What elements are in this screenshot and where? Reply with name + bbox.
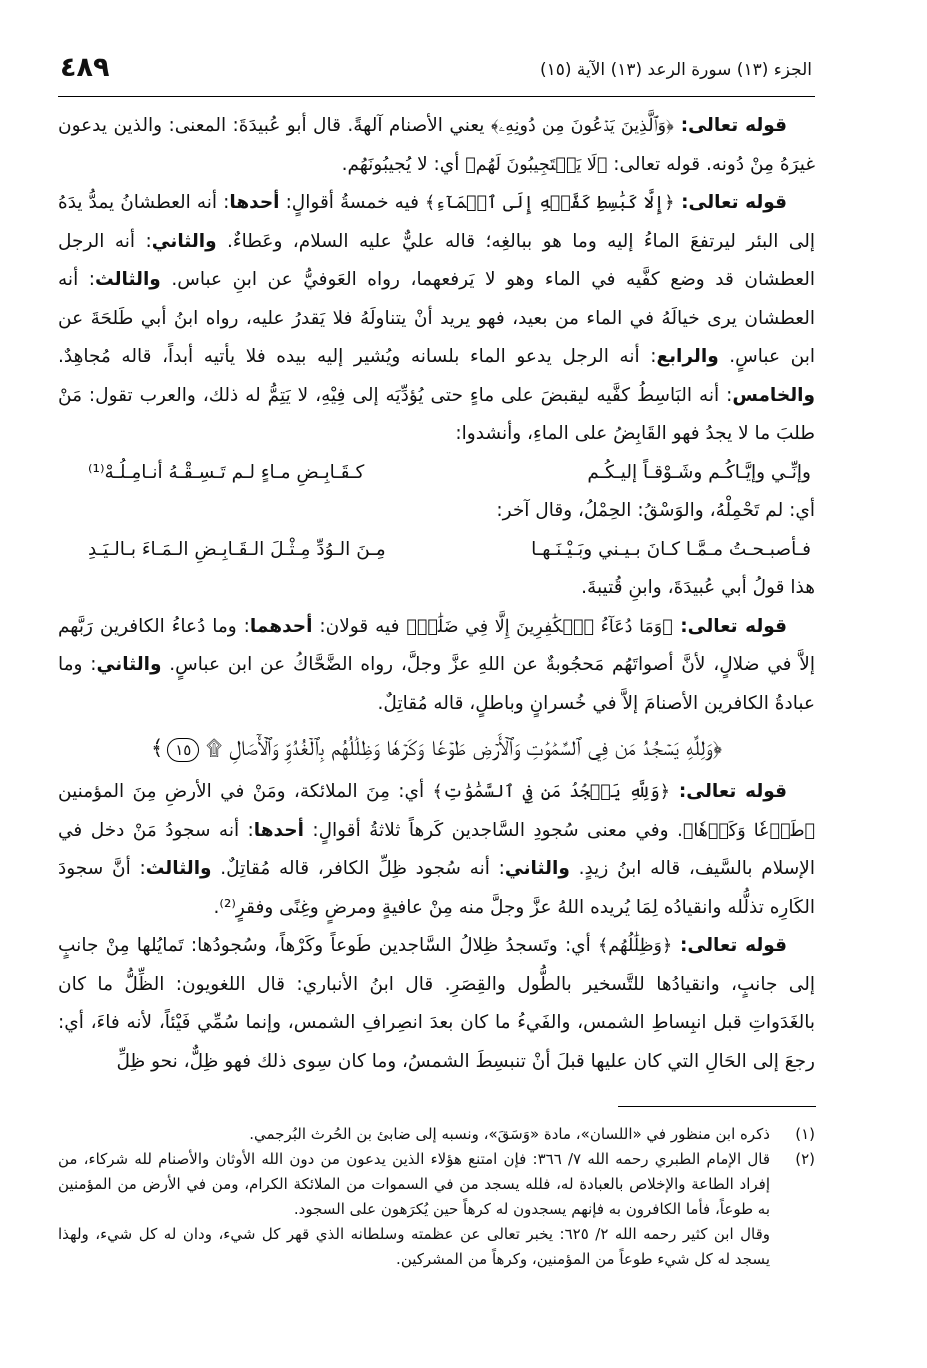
p2-text: : أنه الرجل يدعو الماء بلسانه ويُشير إليه بيده فلا يأتيه أبداً، قاله مُجاهِدٌ. bbox=[58, 346, 657, 367]
keyword: والثاني bbox=[504, 858, 570, 879]
p1-text: يعني الأصنام آلهةً. قال أبو عُبيدَةَ: المعنى: والذين يدعون غيرَهُ مِنْ دُونه. قوله تعالى: bbox=[58, 115, 815, 175]
p2-text: : أنه العطشانُ يمدُّ يدَهُ إلى البئر ليرتفعَ الماءُ إليه وما هو ببالغِه؛ قاله عليٌّ عليه السلام، وعَطاءٌ. bbox=[58, 192, 815, 252]
footnote-number: (٢) bbox=[795, 1150, 815, 1168]
p6-text: : أنه سجودُ مَنْ دخل في الإسلام بالسَّيف، قاله ابنُ زيدٍ. bbox=[58, 819, 815, 879]
footnote-2 bbox=[58, 1147, 815, 1222]
keyword: أحدهما bbox=[249, 615, 313, 637]
keyword: والثالث bbox=[145, 858, 212, 879]
paragraph-5 bbox=[58, 608, 815, 724]
p2-text: : أنه البَاسِطُ كفَّيه ليقبضَ على ماءٍ حتى يُؤدِّيَه إلى فِيْهِ، لا يَتِمُّ له ذلك، والعرب تقول: مَنْ طلبَ ما لا يجدُ فهو القَابِضُ على الماءِ، وأنشدوا: bbox=[58, 384, 815, 444]
p6-lead: قوله تعالى: bbox=[670, 781, 788, 802]
p5-text: : وما عبادةُ الكافرين الأصنامَ إلاَّ في خُسرانٍ وباطلٍ، قاله مُقاتِلٌ. bbox=[58, 654, 815, 714]
p6-text: . وفي معنى سُجودِ السَّاجدين كَرهاً ثلاثةُ أقوالٍ: bbox=[303, 819, 683, 841]
verse-second-hemistich: كـقَـابِـضِ مـاءٍ لـم تَـسِـقْـهُ أنـامِـلُـهْ⁽¹⁾ bbox=[88, 461, 365, 483]
ayah-text: ﴿وَلِلَّهِ يَسۡجُدُ مَن فِي ٱلسَّمَٰوَٰتِ وَٱلۡأَرۡضِ طَوۡعٗا وَكَرۡهٗا وَظِلَٰلُهُم بِٱلۡغُدُوِّ وَٱلۡأٓصَالِ ۩ bbox=[206, 736, 723, 760]
footnotes bbox=[58, 1122, 815, 1272]
p2-text: فيه خمسةُ أقوالٍ: bbox=[279, 192, 425, 213]
p2-lead: قوله تعالى: bbox=[674, 192, 787, 213]
p2-text: : أنه الرجل العطشان قد وضع كفَّيه في الماء وهو لا يَرفعهما، رواه العَوفيُّ عن ابنِ عباس. bbox=[58, 230, 815, 290]
page-number: ٤٨٩ bbox=[60, 52, 110, 83]
ayah-number-badge: ١٥ bbox=[167, 738, 199, 762]
footnote-divider bbox=[618, 1106, 816, 1107]
quran-quote: ﴿لَا يَسۡتَجِيبُونَ لَهُم﴾ bbox=[465, 154, 608, 175]
keyword: والثاني bbox=[151, 230, 217, 252]
keyword: والخامس bbox=[732, 384, 815, 406]
p5-lead: قوله تعالى: bbox=[672, 615, 787, 637]
p1-lead: قوله تعالى: bbox=[673, 115, 788, 136]
p6-text: : أنه سُجود ظِلِّ الكافر، قاله مُقاتِلٌ. bbox=[211, 858, 505, 879]
running-title: الجزء (١٣) سورة الرعد (١٣) الآية (١٥) bbox=[539, 60, 812, 80]
paragraph-7 bbox=[58, 927, 815, 1081]
footnote-text: ذكره ابن منظور في «اللسان»، مادة «وَسَقَ»، ونسبه إلى ضابئ بن الحُرث البُرجمي. bbox=[249, 1125, 770, 1143]
verse-second-hemistich: مِـنَ الـوُدِّ مِـثْـلَ الـقَـابِـضِ الـمَـاءَ بـالـيَـدِ bbox=[88, 538, 386, 560]
p6-text: أي: مِنَ الملائكة، ومَنْ في الأرضِ مِنَ المؤمنين bbox=[58, 781, 433, 802]
main-text bbox=[58, 107, 815, 1081]
p5-text: : وما دُعاءُ الكافرين رَبَّهم إلاَّ في ضلالٍ، لأنَّ أصواتَهُم مَحجُوبةٌ عن اللهِ عزَّ وجلَّ، رواه الضَّحَّاكُ عن ابن عباسٍ. bbox=[58, 615, 815, 675]
page-header bbox=[60, 52, 812, 96]
header-divider bbox=[58, 96, 815, 97]
paragraph-6 bbox=[58, 773, 815, 927]
p5-text: فيه قولان: bbox=[312, 615, 407, 637]
p1-text-end: أي: لا يُجيبُونَهُم. bbox=[341, 153, 466, 175]
keyword: والرابع bbox=[656, 346, 719, 367]
poetry-verse-1 bbox=[58, 454, 815, 493]
p7-lead: قوله تعالى: bbox=[672, 935, 788, 956]
quran-quote: ﴿وَٱلَّذِينَ يَدۡعُونَ مِن دُونِهِۦ﴾ bbox=[490, 116, 674, 136]
keyword: والثاني bbox=[96, 654, 162, 675]
keyword: والثالث bbox=[94, 269, 161, 290]
paragraph-2 bbox=[58, 184, 815, 454]
quran-quote: ﴿طَوۡعٗا وَكَرۡهٗا﴾ bbox=[682, 820, 815, 841]
paragraph-1 bbox=[58, 107, 815, 184]
verse-first-hemistich: وإنِّـي وإيَّـاكُـم وشَـوْقـاً إليـكُـم bbox=[587, 461, 811, 483]
paragraph-4: هذا قولُ أبي عُبيدَةَ، وابنِ قُتيبةَ. bbox=[581, 577, 815, 598]
p6-text: : أنَّ سجودَ الكَارِه تذلُّله وانقيادُه لِمَا يُريده اللهُ عزَّ وجلَّ منه مِنْ عافيةٍ ومرضٍ وغِنًى وفقرٍ⁽²⁾. bbox=[58, 858, 815, 918]
poetry-verse-2 bbox=[58, 531, 815, 570]
paragraph-3: أي: لم تَحْمِلْهُ، والوَسْقُ: الحِمْلُ، وقال آخر: bbox=[496, 500, 815, 521]
footnote-2-continuation: وقال ابن كثير رحمه الله ٢/ ٦٢٥: يخبر تعالى عن عظمته وسلطانه الذي قهر كل شيء، ودان له كل شيء، ولهذا يسجد له كل شيء طوعاً من المؤمنين، وكرهاً من المشركين. bbox=[58, 1225, 771, 1268]
footnote-1 bbox=[58, 1122, 815, 1147]
verse-first-hemistich: فـأصبـحـتُ مـمَّـا كـانَ بـيـني وبَـيْـنَـهـا bbox=[531, 538, 811, 560]
keyword: أحدها bbox=[253, 819, 304, 841]
quran-quote: ﴿وَلِلَّهِ يَسۡجُدُ مَن فِي ٱلسَّمَٰوَٰتِ﴾ bbox=[432, 782, 670, 802]
footnote-number: (١) bbox=[795, 1125, 815, 1143]
quran-quote: ﴿وَمَا دُعَآءُ ٱلۡكَٰفِرِينَ إِلَّا فِي ضَلَٰلٖ﴾ bbox=[406, 616, 673, 637]
quran-verse-heading bbox=[58, 729, 815, 767]
quran-quote: ﴿وَظِلَٰلُهُم﴾ bbox=[598, 936, 673, 956]
p7-text: أي: وتَسجدُ ظِلالُ السَّاجدين طَوعاً وكَرْهاً، وسُجودُها: تَمايُلها مِنْ جانبٍ إلى جانبٍ، وانقيادُها للتَّسخير بالطُّول والقِصَرِ. قال ابنُ الأنباري: قال اللغويون: الظِّلُّ ما كان بالغَدَواتِ قبل انبِساطِ الشمس، والفَيءُ ما كان بعدَ انصِرافِ الشمس، وإنما سُمِّي فَيْئاً، لأنه فاءَ، أي: رجعَ إلى الحَالِ التي كان عليها قبلَ أنْ تنبسِطَ الشمسُ، وما كان سِوى ذلك فهو ظِلٌّ، نحو ظِلِّ bbox=[58, 935, 815, 1072]
p2-text: : أنه العطشان يرى خيالَهُ في الماء من بعيد، فهو يريد أنْ يتناولَهُ فلا يَقدرُ عليه، رواه ابنُ أبي طَلحَةَ عن ابن عباسٍ. bbox=[58, 269, 815, 367]
keyword: أحدها bbox=[229, 192, 280, 213]
ayah-close-bracket: ﴾ bbox=[150, 736, 164, 760]
footnote-text: قال الإمام الطبري رحمه الله ٧/ ٣٦٦: فإن امتنع هؤلاء الذين يدعون من دون الله الأوثان والأصنام لله شركاء، من إفراد الطاعة والإخلاص بالعبادة له، فلله يسجد من في السموات من الملائكة الكرام، ومن في الأرض من المؤمنين به طوعاً، فأما الكافرون به فإنهم يسجدون له كرهاً حين يُكرَهون على السجود. bbox=[58, 1150, 771, 1218]
quran-quote: ﴿إِلَّا كَبَٰسِطِ كَفَّيۡهِ إِلَى ٱلۡمَآءِ﴾ bbox=[424, 193, 675, 213]
